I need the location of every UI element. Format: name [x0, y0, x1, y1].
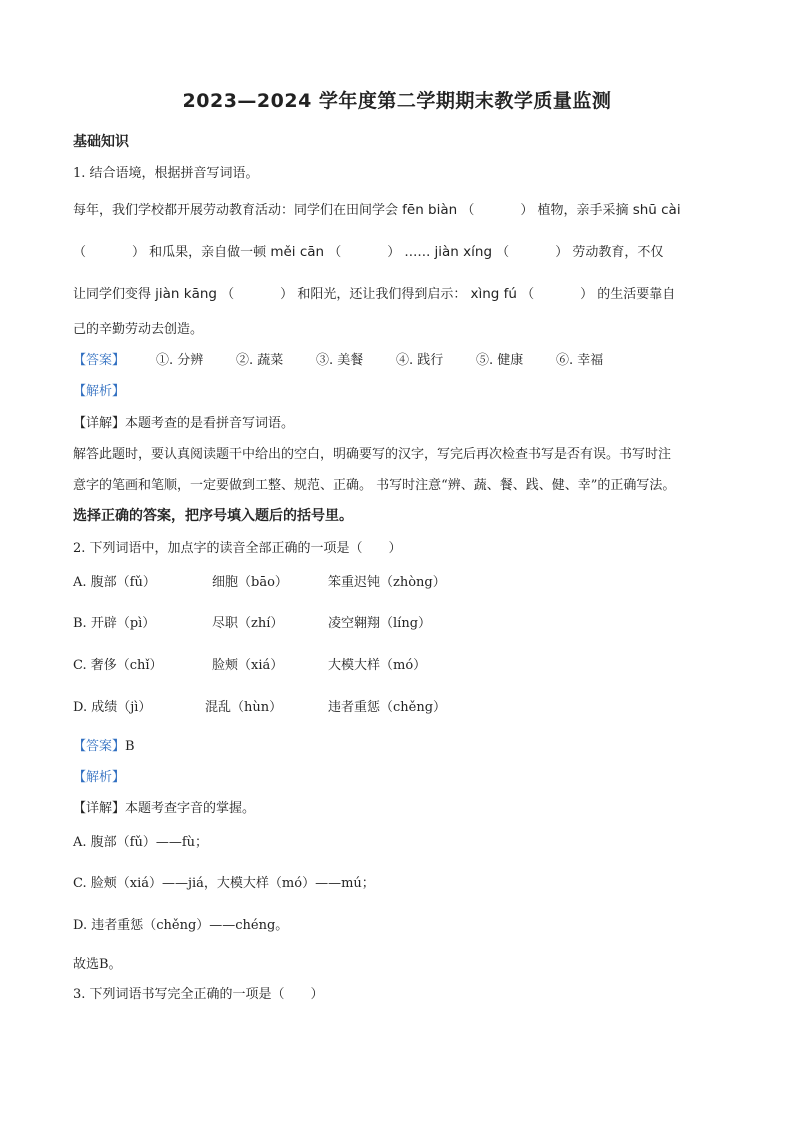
detail-label: 【详解】 [73, 801, 126, 816]
open-paren: （ [221, 287, 235, 302]
option-a-word-1[interactable]: A. 腹部（fǔ） [73, 575, 156, 590]
q2-detail [73, 797, 255, 816]
option-c-word-3: 大模大样（mó） [328, 658, 427, 673]
q1-text: 和阳光，还让我们得到启示： [297, 287, 467, 302]
pinyin-6: xìng fú [470, 286, 517, 302]
open-paren: （ [73, 245, 87, 260]
option-c-word-2: 脸颊（xiá） [212, 658, 284, 673]
pinyin-4: jiàn xíng [434, 244, 493, 260]
option-c-word-1[interactable]: C. 奢侈（chǐ） [73, 658, 163, 673]
close-paren: ） [132, 245, 146, 260]
q2-answer-row [73, 735, 135, 754]
answer-item: ④. 践行 [396, 353, 444, 368]
option-b-word-3: 凌空翱翔（líng） [328, 616, 432, 631]
close-paren: ） [387, 245, 401, 260]
pinyin-1: fēn biàn [402, 202, 458, 218]
analysis-label: 【解析】 [73, 384, 126, 399]
answer-item: ⑥. 幸福 [556, 353, 604, 368]
open-paren: （ [496, 245, 510, 260]
option-d-word-2: 混乱（hùn） [205, 700, 283, 715]
answer-label: 【答案】 [73, 353, 126, 368]
q1-text: 让同学们变得 [73, 287, 152, 302]
q3-stem: 3. 下列词语书写完全正确的一项是（ ） [73, 987, 324, 1002]
q2-fix-a: A. 腹部（fǔ）——fù； [73, 835, 209, 850]
q1-answer-row [73, 349, 125, 368]
q2-stem: 2. 下列词语中，加点字的读音全部正确的一项是（ ） [73, 541, 402, 556]
pinyin-5: jiàn kāng [155, 286, 217, 302]
detail-text: 本题考查字音的掌握。 [125, 801, 256, 816]
answer-item: ②. 蔬菜 [236, 353, 284, 368]
option-a-word-2: 细胞（bāo） [212, 575, 288, 590]
answer-item: ⑤. 健康 [476, 353, 524, 368]
q1-line-1 [73, 199, 681, 218]
pinyin-2: shū cài [632, 202, 681, 218]
section-heading-choice: 选择正确的答案，把序号填入题后的括号里。 [73, 508, 353, 524]
q1-text: 和瓜果，亲自做一顿 [149, 245, 267, 260]
option-d-word-1[interactable]: D. 成绩（jì） [73, 700, 152, 715]
q1-text: 的生活要靠自 [597, 287, 676, 302]
close-paren: ） [555, 245, 569, 260]
answer-value: B [125, 739, 135, 754]
q1-line-2 [73, 241, 663, 260]
detail-text: 本题考查的是看拼音写词语。 [125, 416, 295, 431]
section-heading-basics: 基础知识 [73, 134, 129, 150]
option-b-word-2: 尽职（zhí） [212, 616, 284, 631]
page-title: 2023—2024 学年度第二学期期末教学质量监测 [182, 90, 612, 112]
pinyin-3: měi cān [270, 244, 325, 260]
analysis-label: 【解析】 [73, 770, 126, 785]
answer-item: ①. 分辨 [156, 353, 204, 368]
q1-text: …… [404, 245, 431, 260]
detail-label: 【详解】 [73, 416, 126, 431]
q1-detail [73, 412, 294, 431]
q1-line-4: 己的辛勤劳动去创造。 [73, 322, 204, 337]
q1-text: 植物，亲手采摘 [537, 203, 629, 218]
answer-item: ③. 美餐 [316, 353, 364, 368]
answer-label: 【答案】 [73, 739, 126, 754]
option-b-word-1[interactable]: B. 开辟（pì） [73, 616, 156, 631]
q1-line-3 [73, 283, 675, 302]
q2-fix-c: C. 脸颊（xiá）——jiá，大模大样（mó）——mú； [73, 876, 375, 891]
open-paren: （ [521, 287, 535, 302]
q1-explain-2: 意字的笔画和笔顺，一定要做到工整、规范、正确。 书写时注意“辨、蔬、餐、践、健、幸”的正确写法。 [73, 478, 676, 493]
q2-conclusion: 故选B。 [73, 957, 122, 972]
option-a-word-3: 笨重迟钝（zhòng） [328, 575, 446, 590]
q2-fix-d: D. 违者重惩（chěng）——chéng。 [73, 918, 289, 933]
open-paren: （ [461, 203, 475, 218]
close-paren: ） [280, 287, 294, 302]
open-paren: （ [328, 245, 342, 260]
q1-stem: 1. 结合语境，根据拼音写词语。 [73, 166, 259, 181]
close-paren: ） [520, 203, 534, 218]
q1-text: 每年，我们学校都开展劳动教育活动：同学们在田间学会 [73, 203, 399, 218]
q1-explain-1: 解答此题时，要认真阅读题干中给出的空白，明确要写的汉字，写完后再次检查书写是否有误。书写时注 [73, 447, 672, 462]
close-paren: ） [580, 287, 594, 302]
option-d-word-3: 违者重惩（chěng） [328, 700, 447, 715]
q1-text: 劳动教育，不仅 [572, 245, 664, 260]
